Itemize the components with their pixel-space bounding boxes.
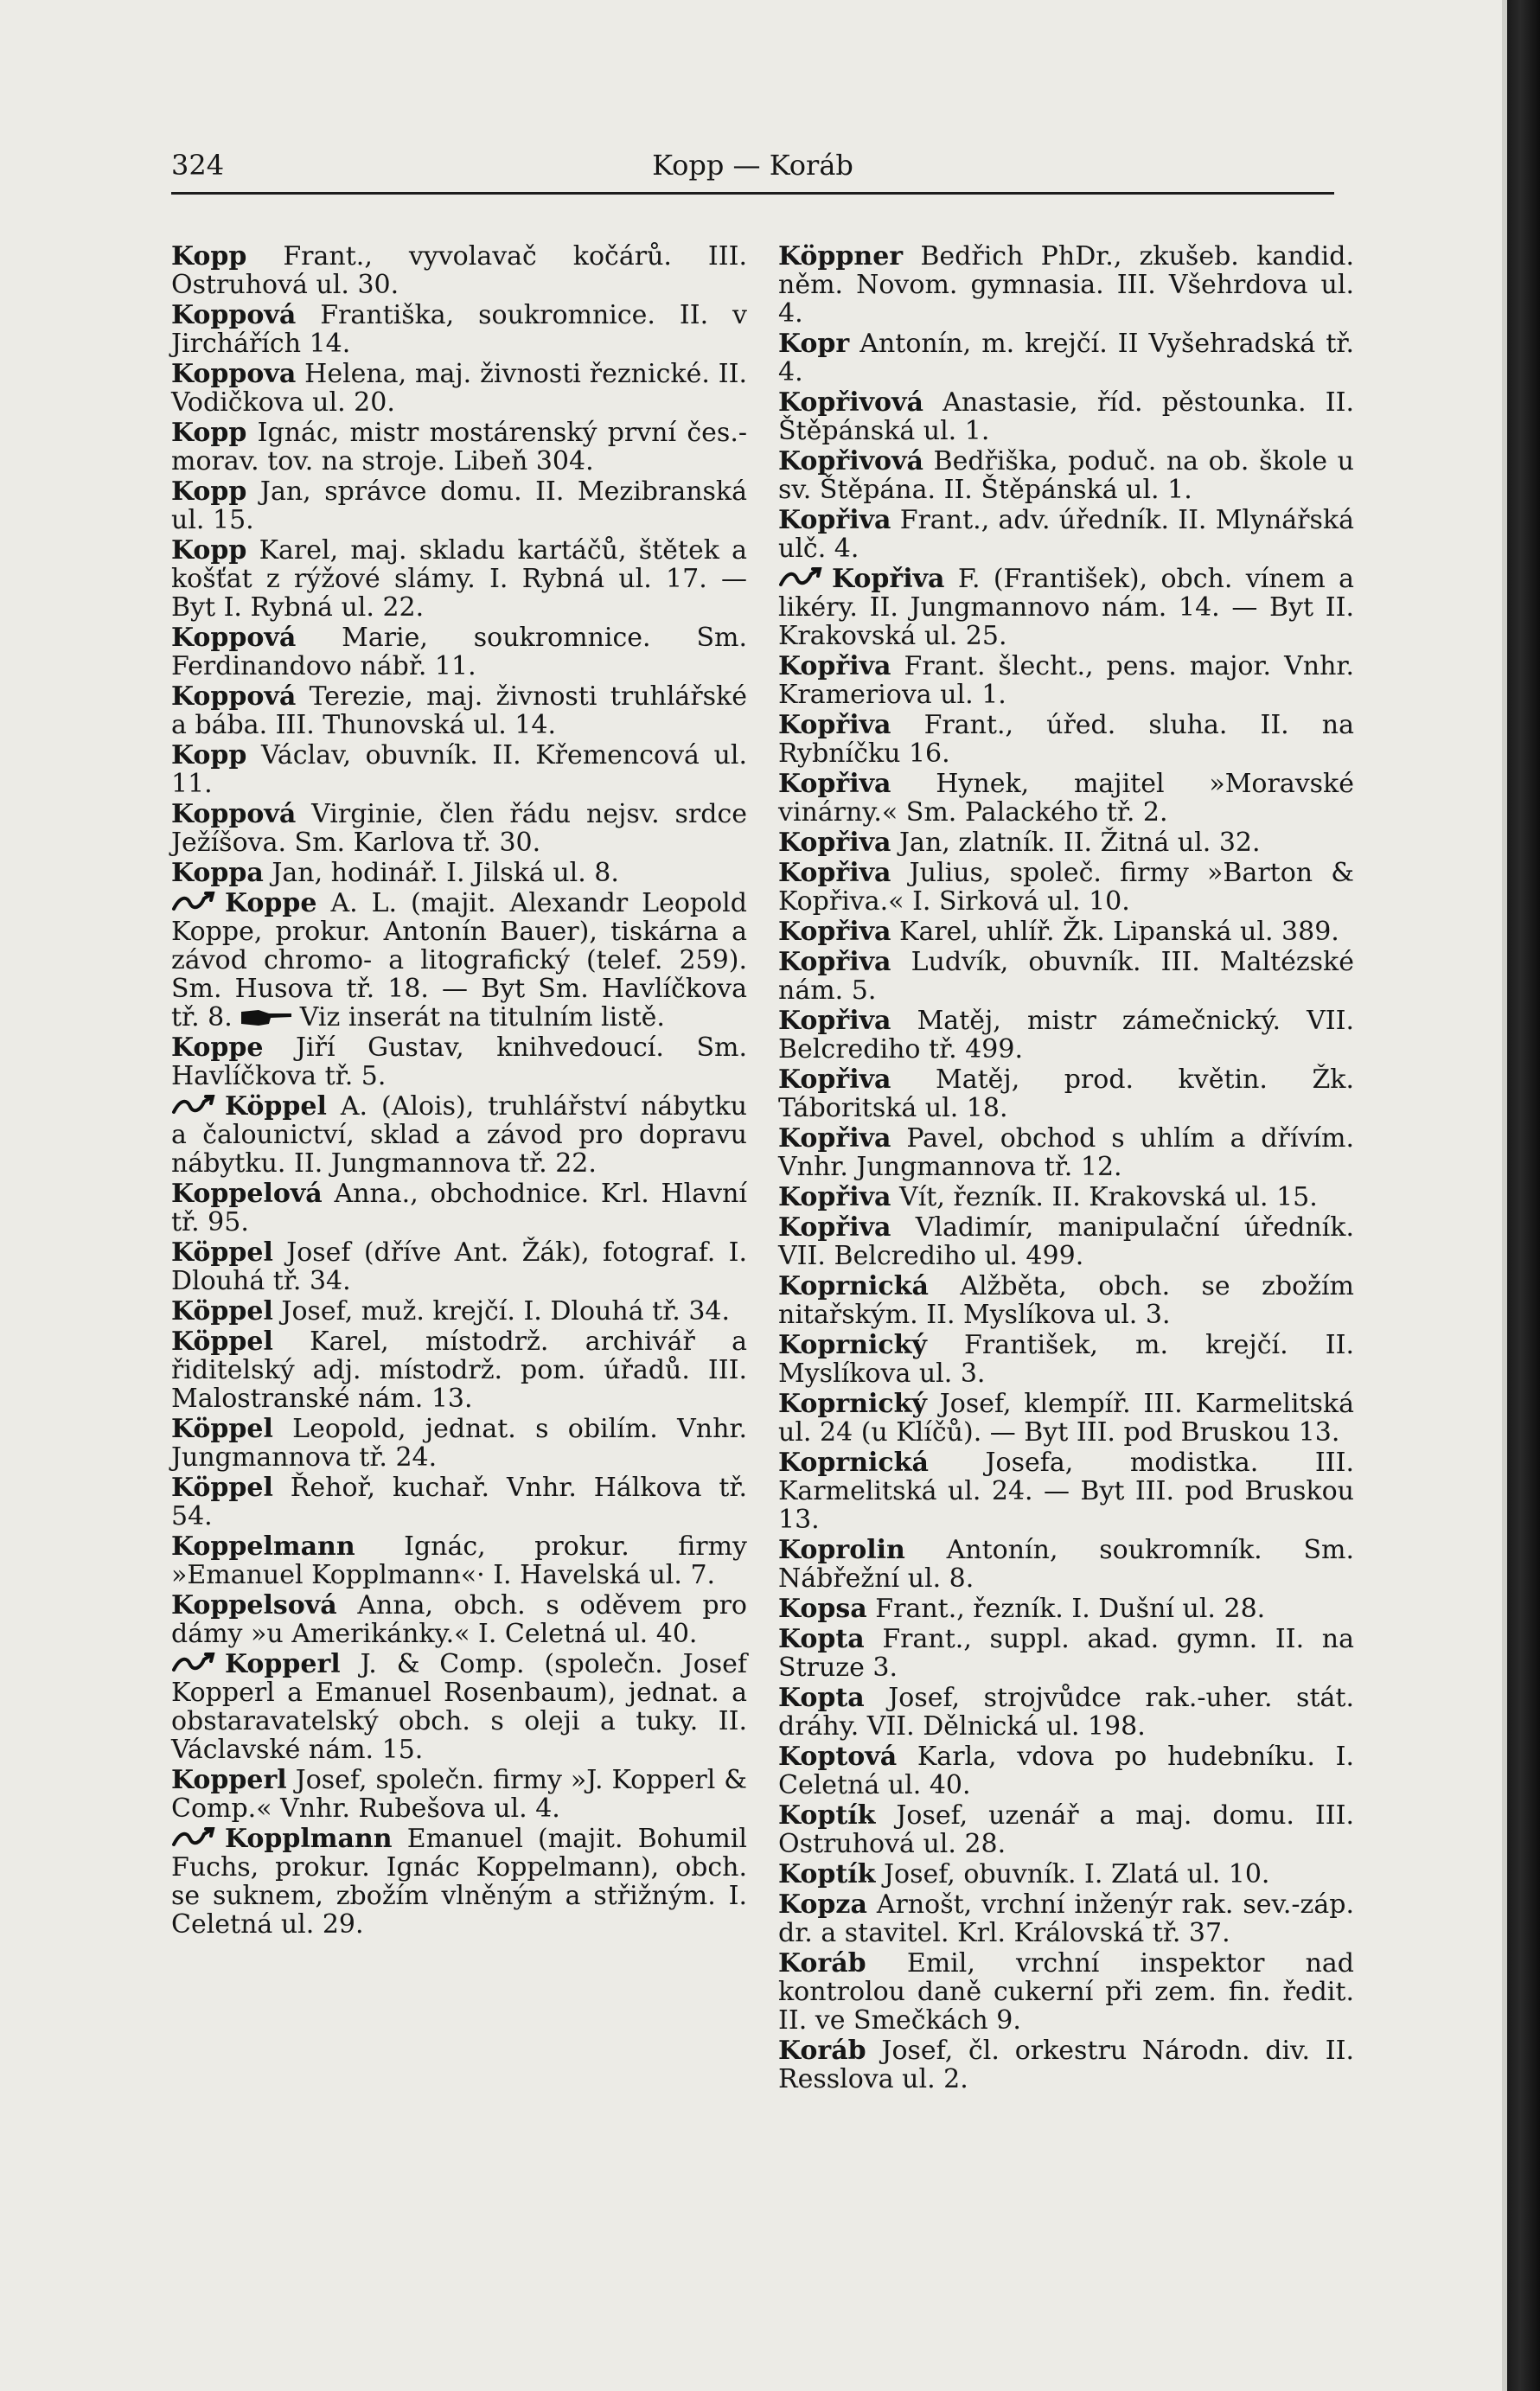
directory-entry <box>778 948 1354 1005</box>
entry-details: Vít, řezník. II. Krakovská ul. 15. <box>899 1182 1318 1212</box>
directory-entry <box>778 1213 1354 1270</box>
entry-name: Koppova <box>171 359 297 389</box>
entry-name: Koppová <box>171 681 297 712</box>
entry-details: Josef, společn. firmy »J. Kopperl & Comp.« Vnhr. Rubešova ul. 4. <box>171 1765 747 1824</box>
directory-entry <box>171 536 747 622</box>
entry-name: Kopřiva <box>778 651 891 681</box>
directory-entry <box>778 1007 1354 1064</box>
directory-entry <box>778 652 1354 709</box>
entry-details: Vladimír, manipulační úředník. VII. Belcrediho ul. 499. <box>778 1212 1354 1271</box>
directory-entry <box>778 859 1354 916</box>
entry-name: Koppa <box>171 858 264 888</box>
directory-entry <box>778 1890 1354 1947</box>
page-edge <box>1502 0 1507 2391</box>
entry-name: Kopřiva <box>778 1064 891 1095</box>
entry-details: Helena, maj. živnosti řeznické. II. Vodičkova ul. 20. <box>171 359 747 418</box>
entry-details: Ignác, mistr mostárenský první čes.-morav. tov. na stroje. Libeň 304. <box>171 418 747 476</box>
directory-entry <box>171 242 747 299</box>
entry-details: Josef, strojvůdce rak.-uher. stát. dráhy. VII. Dělnická ul. 198. <box>778 1683 1354 1742</box>
entry-details: Řehoř, kuchař. Vnhr. Hálkova tř. 54. <box>171 1473 747 1531</box>
entry-details: Antonín, soukromník. Sm. Nábřežní ul. 8. <box>778 1535 1354 1594</box>
directory-entry <box>171 1474 747 1531</box>
entry-name: Köppel <box>171 1327 273 1357</box>
entry-details: Josef (dříve Ant. Žák), fotograf. I. Dlouhá tř. 34. <box>171 1237 747 1296</box>
entry-details: Emanuel (majit. Bohumil Fuchs, prokur. Ignác Koppelmann), obch. se suknem, zbožím vlněným a střižným. I. Celetná ul. 29. <box>171 1824 747 1940</box>
entry-name: Kopp <box>171 535 247 566</box>
entry-details: Josef, čl. orkestru Národn. div. II. Resslova ul. 2. <box>778 2036 1354 2094</box>
entry-name: Köppel <box>171 1237 273 1268</box>
entry-name: Kopřiva <box>778 828 891 858</box>
directory-entry <box>778 770 1354 827</box>
advertiser-mark-icon <box>171 1825 216 1850</box>
entry-note: Viz inserát na titulním listě. <box>299 1002 665 1032</box>
entry-details: Karla, vdova po hudebníku. I. Celetná ul. 40. <box>778 1742 1354 1800</box>
entry-name: Kopřivová <box>778 446 923 476</box>
directory-entry <box>778 1949 1354 2035</box>
entry-details: Václav, obuvník. II. Křemencová ul. 11. <box>171 740 747 799</box>
entry-details: Matěj, mistr zámečnický. VII. Belcrediho tř. 499. <box>778 1006 1354 1064</box>
entry-details: Anastasie, říd. pěstounka. II. Štěpánská ul. 1. <box>778 387 1354 446</box>
right-column <box>778 242 1354 2095</box>
entry-name: Koppe <box>171 1032 264 1063</box>
directory-entry <box>171 419 747 476</box>
directory-entry <box>778 1801 1354 1858</box>
entry-name: Kopřiva <box>778 1123 891 1154</box>
directory-entry <box>171 741 747 798</box>
entry-details: Emil, vrchní inspektor nad kontrolou daně cukerní při zem. fin. ředit. II. ve Smečkách 9. <box>778 1948 1354 2036</box>
entry-name: Kopp <box>171 740 247 770</box>
entry-name: Kopřiva <box>778 505 891 535</box>
directory-entry <box>778 1183 1354 1211</box>
entry-details: Anna, obch. s oděvem pro dámy »u Amerikánky.« I. Celetná ul. 40. <box>171 1590 747 1649</box>
directory-entry <box>778 1272 1354 1329</box>
entry-name: Koprnická <box>778 1448 929 1478</box>
entry-details: Bedřiška, poduč. na ob. škole u sv. Štěpána. II. Štěpánská ul. 1. <box>778 446 1354 505</box>
directory-entry <box>778 917 1354 946</box>
entry-name: Koprolin <box>778 1535 905 1565</box>
entry-details: Karel, místodrž. archivář a řiditelský adj. místodrž. pom. úřadů. III. Malostranské nám. 13. <box>171 1327 747 1414</box>
entry-name: Koppová <box>171 799 297 829</box>
entry-name: Kopsa <box>778 1594 867 1624</box>
entry-details: Jan, správce domu. II. Mezibranská ul. 15. <box>171 476 747 535</box>
entry-details: Frant., vyvolavač kočárů. III. Ostruhová ul. 30. <box>171 241 747 300</box>
entry-name: Kopřiva <box>778 1006 891 1036</box>
entry-details: Frant., suppl. akad. gymn. II. na Struze 3. <box>778 1624 1354 1683</box>
header-rule <box>171 192 1334 195</box>
directory-entry <box>778 388 1354 445</box>
advertiser-mark-icon <box>171 1651 216 1675</box>
entry-details: F. (František), obch. vínem a likéry. II. Jungmannovo nám. 14. — Byt II. Krakovská ul. 25. <box>778 564 1354 651</box>
entry-details: Františka, soukromnice. II. v Jirchářích 14. <box>171 300 747 359</box>
entry-details: Ignác, prokur. firmy »Emanuel Kopplmann«· I. Havelská ul. 7. <box>171 1531 747 1590</box>
directory-entry <box>171 1766 747 1823</box>
entry-name: Kopřiva <box>778 1182 891 1212</box>
entry-name: Koptík <box>778 1859 876 1889</box>
book-binding-edge <box>1507 0 1540 2391</box>
entry-details: Virginie, člen řádu nejsv. srdce Ježíšova. Sm. Karlova tř. 30. <box>171 799 748 858</box>
directory-entry <box>171 1650 747 1764</box>
entry-name: Kopřiva <box>778 947 891 977</box>
directory-entry <box>778 506 1354 563</box>
entry-name: Kopřiva <box>832 564 945 594</box>
entry-details: František, m. krejčí. II. Myslíkova ul. 3. <box>778 1330 1354 1389</box>
entry-name: Kopřiva <box>778 858 891 888</box>
entry-name: Kopta <box>778 1683 865 1713</box>
entry-details: Bedřich PhDr., zkušeb. kandid. něm. Novom. gymnasia. III. Všehrdova ul. 4. <box>778 241 1354 329</box>
entry-details: Josefa, modistka. III. Karmelitská ul. 24. — Byt III. pod Bruskou 13. <box>778 1448 1354 1535</box>
entry-details: Terezie, maj. živnosti truhlářské a bába. III. Thunovská ul. 14. <box>171 681 747 740</box>
entry-name: Koppová <box>171 623 297 653</box>
directory-entry <box>778 565 1354 650</box>
directory-entry <box>171 1033 747 1090</box>
directory-entry <box>778 1595 1354 1623</box>
entry-name: Koppová <box>171 300 297 330</box>
directory-entry <box>171 1297 747 1326</box>
advertiser-mark-icon <box>171 890 216 914</box>
directory-entry <box>778 2036 1354 2094</box>
directory-entry <box>171 1238 747 1295</box>
pointing-hand-icon <box>240 1007 293 1029</box>
entry-name: Kopp <box>171 418 247 448</box>
entry-name: Köppel <box>171 1296 273 1327</box>
entry-name: Koráb <box>778 2036 866 2066</box>
entry-name: Koráb <box>778 1948 866 1979</box>
entry-details: Jan, hodinář. I. Jilská ul. 8. <box>272 858 619 888</box>
entry-details: Antonín, m. krejčí. II Vyšehradská tř. 4. <box>778 329 1354 387</box>
page-header <box>171 149 1334 190</box>
entry-name: Kopřiva <box>778 710 891 740</box>
directory-entry <box>778 1860 1354 1889</box>
entry-details: Marie, soukromnice. Sm. Ferdinandovo nábř. 11. <box>171 623 747 681</box>
entry-name: Köppel <box>171 1414 273 1444</box>
directory-entry <box>778 242 1354 328</box>
directory-entry <box>778 329 1354 387</box>
entry-details: Ludvík, obuvník. III. Maltézské nám. 5. <box>778 947 1354 1006</box>
entry-name: Kopperl <box>171 1765 287 1795</box>
entry-details: Josef, muž. krejčí. I. Dlouhá tř. 34. <box>281 1296 731 1327</box>
directory-entry <box>171 1327 747 1413</box>
entry-details: Josef, obuvník. I. Zlatá ul. 10. <box>884 1859 1270 1889</box>
entry-name: Kopza <box>778 1889 867 1920</box>
directory-entry <box>171 301 747 358</box>
entry-name: Koppe <box>225 888 317 918</box>
entry-name: Kopp <box>171 476 247 507</box>
entry-details: Matěj, prod. květin. Žk. Táboritská ul. 18. <box>778 1064 1354 1123</box>
entry-details: Josef, uzenář a maj. domu. III. Ostruhová ul. 28. <box>778 1800 1354 1859</box>
directory-entry <box>778 1536 1354 1593</box>
entry-name: Koppelsová <box>171 1590 337 1621</box>
entry-name: Kopřivová <box>778 387 923 418</box>
directory-entry <box>171 889 747 1032</box>
entry-name: Kopřiva <box>778 1212 891 1243</box>
entry-name: Kopplmann <box>225 1824 393 1854</box>
entry-name: Kopřiva <box>778 769 891 799</box>
entry-details: Alžběta, obch. se zbožím nitařským. II. Myslíkova ul. 3. <box>778 1271 1354 1330</box>
entry-details: Arnošt, vrchní inženýr rak. sev.-záp. dr. a stavitel. Krl. Královská tř. 37. <box>778 1889 1354 1948</box>
directory-entry <box>171 623 747 681</box>
entry-details: Pavel, obchod s uhlím a dřívím. Vnhr. Jungmannova tř. 12. <box>778 1123 1354 1182</box>
entry-details: Julius, společ. firmy »Barton & Kopřiva.« I. Sirková ul. 10. <box>778 858 1354 917</box>
directory-entry <box>171 859 747 887</box>
advertiser-mark-icon <box>778 566 823 590</box>
entry-details: A. L. (majit. Alexandr Leopold Koppe, prokur. Antonín Bauer), tiskárna a závod chromo- a litografický (telef. 259). Sm. Husova tř. 18. — Byt Sm. Havlíčkova tř. 8. <box>171 888 747 1032</box>
entry-details: A. (Alois), truhlářství nábytku a čalounictví, sklad a závod pro dopravu nábytku. II. Jungmannova tř. 22. <box>171 1091 747 1179</box>
page-number: 324 <box>171 149 225 182</box>
directory-entry <box>778 1124 1354 1181</box>
entry-details: Hynek, majitel »Moravské vinárny.« Sm. Palackého tř. 2. <box>778 769 1354 828</box>
entry-name: Kopperl <box>225 1649 341 1679</box>
entry-name: Koptová <box>778 1742 898 1772</box>
directory-entry <box>171 1092 747 1178</box>
directory-entry <box>778 1625 1354 1682</box>
directory-entry <box>778 711 1354 768</box>
left-column <box>171 242 747 1940</box>
entry-details: Frant., úřed. sluha. II. na Rybníčku 16. <box>778 710 1354 769</box>
entry-name: Köppner <box>778 241 904 272</box>
directory-entry <box>171 1532 747 1589</box>
directory-entry <box>171 1591 747 1648</box>
directory-entry <box>778 1390 1354 1447</box>
entry-name: Koppelmann <box>171 1531 355 1562</box>
entry-details: Jiří Gustav, knihvedoucí. Sm. Havlíčkova tř. 5. <box>171 1032 747 1091</box>
directory-entry <box>778 1742 1354 1800</box>
entry-name: Kopřiva <box>778 917 891 947</box>
entry-name: Koppelová <box>171 1179 323 1209</box>
entry-name: Koprnický <box>778 1389 927 1419</box>
directory-entry <box>778 1684 1354 1741</box>
entry-details: Josef, klempíř. III. Karmelitská ul. 24 (u Klíčů). — Byt III. pod Bruskou 13. <box>778 1389 1354 1448</box>
entry-name: Kopta <box>778 1624 865 1654</box>
directory-entry <box>171 682 747 739</box>
entry-name: Köppel <box>225 1091 327 1122</box>
entry-name: Köppel <box>171 1473 273 1503</box>
directory-entry <box>778 1448 1354 1534</box>
entry-details: J. & Comp. (společn. Josef Kopperl a Emanuel Rosenbaum), jednat. a obstaravatelský obch. s oleji a tuky. II. Václavské nám. 15. <box>171 1649 748 1765</box>
entry-details: Frant., adv. úředník. II. Mlynářská ulč. 4. <box>778 505 1354 564</box>
directory-entry <box>171 360 747 417</box>
directory-entry <box>171 1825 747 1939</box>
entry-name: Koptík <box>778 1800 876 1831</box>
advertiser-mark-icon <box>171 1093 216 1117</box>
entry-details: Karel, uhlíř. Žk. Lipanská ul. 389. <box>899 917 1339 947</box>
directory-entry <box>778 828 1354 857</box>
entry-details: Anna., obchodnice. Krl. Hlavní tř. 95. <box>171 1179 747 1237</box>
entry-details: Jan, zlatník. II. Žitná ul. 32. <box>899 828 1261 858</box>
running-head: Kopp — Koráb <box>652 149 853 182</box>
entry-details: Frant. šlecht., pens. major. Vnhr. Krameriova ul. 1. <box>778 651 1354 710</box>
entry-details: Frant., řezník. I. Dušní ul. 28. <box>875 1594 1266 1624</box>
directory-entry <box>171 800 747 857</box>
directory-entry <box>778 1331 1354 1388</box>
entry-details: Leopold, jednat. s obilím. Vnhr. Jungmannova tř. 24. <box>171 1414 747 1473</box>
directory-entry <box>171 1180 747 1237</box>
entry-details: Karel, maj. skladu kartáčů, štětek a košťat z rýžové slámy. I. Rybná ul. 17. — Byt I. Rybná ul. 22. <box>171 535 747 623</box>
entry-name: Kopp <box>171 241 247 272</box>
entry-name: Kopr <box>778 329 850 359</box>
directory-entry <box>778 447 1354 504</box>
entry-name: Koprnická <box>778 1271 929 1301</box>
directory-entry <box>171 1415 747 1472</box>
directory-entry <box>778 1065 1354 1122</box>
directory-entry <box>171 477 747 534</box>
entry-name: Koprnický <box>778 1330 927 1360</box>
